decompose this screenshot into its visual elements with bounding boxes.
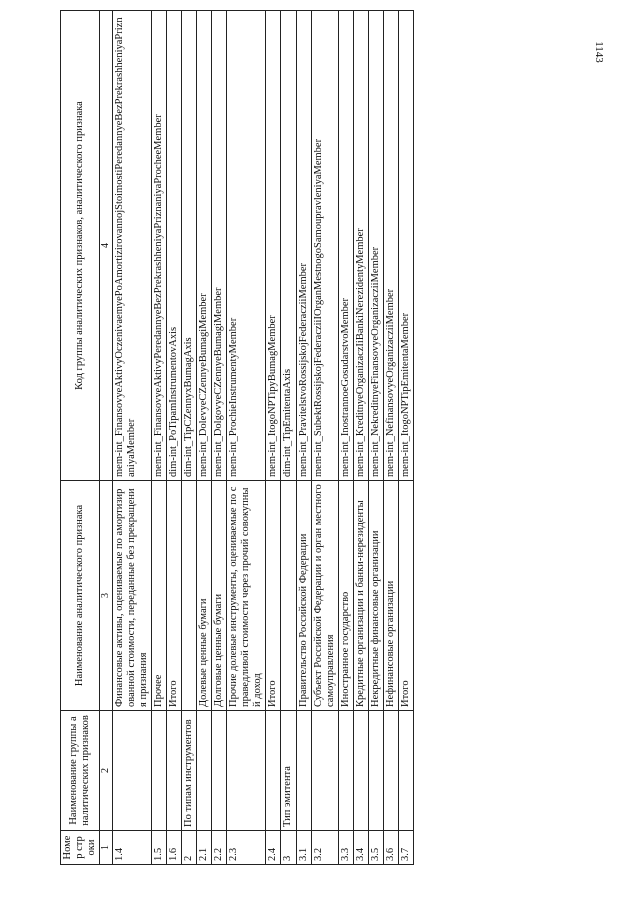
row-number-cell: 3.4 [353,831,368,865]
code-cell: mem-int_InostrannoeGosudarstvoMember [338,11,353,481]
row-number-cell: 1.6 [166,831,181,865]
table-row [368,11,383,865]
row-number-cell: 2 [182,831,197,865]
table-row [197,11,212,865]
table-header-row [61,11,100,865]
row-number-cell: 3.5 [368,831,383,865]
code-cell: mem-int_KreditnyeOrganizaczIiBankiNerezidentyMember [353,11,368,481]
attribute-name-cell: Правительство Российской Федерации [296,481,311,711]
row-number-cell: 1.4 [112,831,151,865]
group-name-cell [383,711,398,831]
column-index-row [100,11,113,865]
code-cell: mem-int_NefinansovyeOrganizacziiMember [383,11,398,481]
attribute-name-cell: Финансовые активы, оцениваемые по амортизированной стоимости, переданные без прекращения признания [112,481,151,711]
table-row [311,11,338,865]
table-row [212,11,227,865]
analytic-attributes-table [60,10,414,865]
table-row [296,11,311,865]
code-cell: mem-int_SubektRossijskojFederacziiIOrganMestnogoSamoupravleniyaMember [311,11,338,481]
group-name-cell [166,711,181,831]
code-cell: dim-int_TipCZennyxBumagAxis [182,11,197,481]
page-number: 1143 [593,41,606,63]
table-row [281,11,296,865]
attribute-name-cell: Субъект Российской Федерации и орган местного самоуправления [311,481,338,711]
row-number-cell: 3.2 [311,831,338,865]
group-name-cell [338,711,353,831]
table-row [398,11,413,865]
table-row [112,11,151,865]
attribute-name-cell: Долговые ценные бумаги [212,481,227,711]
code-cell: mem-int_FinansovyeAktivyPeredannyeBezPrekrashheniyaPriznaniyaProcheeMember [151,11,166,481]
table-row [182,11,197,865]
column-index: 1 [100,831,113,865]
table-row [266,11,281,865]
row-number-cell: 3.6 [383,831,398,865]
row-number-cell: 3.1 [296,831,311,865]
row-number-cell: 3.3 [338,831,353,865]
group-name-cell [353,711,368,831]
group-name-cell [296,711,311,831]
code-cell: mem-int_NekreditnyeFinansovyeOrganizacziiMember [368,11,383,481]
header-row-number: Номер строки [61,831,100,865]
code-cell: mem-int_FinansovyeAktivyOczenivaemyePoAmortizirovannojStoimostiPeredannyeBezPrekrashheniyaPriznaniyaMember [112,11,151,481]
group-name-cell [398,711,413,831]
column-index: 4 [100,11,113,481]
group-name-cell [368,711,383,831]
table-row [151,11,166,865]
table-row [166,11,181,865]
code-cell: mem-int_ProchieInstrumentyMember [227,11,266,481]
code-cell: mem-int_PravitelstvoRossijskojFederacziiMember [296,11,311,481]
header-group-name: Наименование группы аналитических признаков [61,711,100,831]
attribute-name-cell: Некредитные финансовые организации [368,481,383,711]
row-number-cell: 2.3 [227,831,266,865]
code-cell: dim-int_TipEmitentaAxis [281,11,296,481]
attribute-name-cell: Прочее [151,481,166,711]
attribute-name-cell: Кредитные организации и банки-нерезиденты [353,481,368,711]
rotated-table-container [60,10,535,865]
code-cell: dim-int_PoTipamInstrumentovAxis [166,11,181,481]
attribute-name-cell [182,481,197,711]
attribute-name-cell: Долевые ценные бумаги [197,481,212,711]
header-code: Код группы аналитических признаков, аналитического признака [61,11,100,481]
attribute-name-cell [281,481,296,711]
attribute-name-cell: Нефинансовые организации [383,481,398,711]
column-index: 2 [100,711,113,831]
group-name-cell [151,711,166,831]
attribute-name-cell: Итого [166,481,181,711]
group-name-cell [227,711,266,831]
group-name-cell: Тип эмитента [281,711,296,831]
group-name-cell: По типам инструментов [182,711,197,831]
group-name-cell [311,711,338,831]
row-number-cell: 3.7 [398,831,413,865]
table-row [338,11,353,865]
table-row [227,11,266,865]
row-number-cell: 1.5 [151,831,166,865]
row-number-cell: 3 [281,831,296,865]
column-index: 3 [100,481,113,711]
code-cell: mem-int_DolgovyeCZennyeBumagiMember [212,11,227,481]
attribute-name-cell: Итого [398,481,413,711]
table-row [353,11,368,865]
attribute-name-cell: Иностранное государство [338,481,353,711]
group-name-cell [266,711,281,831]
header-attribute-name: Наименование аналитического признака [61,481,100,711]
attribute-name-cell: Прочие долевые инструменты, оцениваемые по справедливой стоимости через прочий совокупный доход [227,481,266,711]
table-row [383,11,398,865]
group-name-cell [197,711,212,831]
row-number-cell: 2.4 [266,831,281,865]
code-cell: mem-int_DolevyeCZennyeBumagiMember [197,11,212,481]
code-cell: mem-int_ItogoNPTipEmitentaMember [398,11,413,481]
row-number-cell: 2.1 [197,831,212,865]
group-name-cell [212,711,227,831]
row-number-cell: 2.2 [212,831,227,865]
group-name-cell [112,711,151,831]
attribute-name-cell: Итого [266,481,281,711]
code-cell: mem-int_ItogoNPTipyBumagMember [266,11,281,481]
